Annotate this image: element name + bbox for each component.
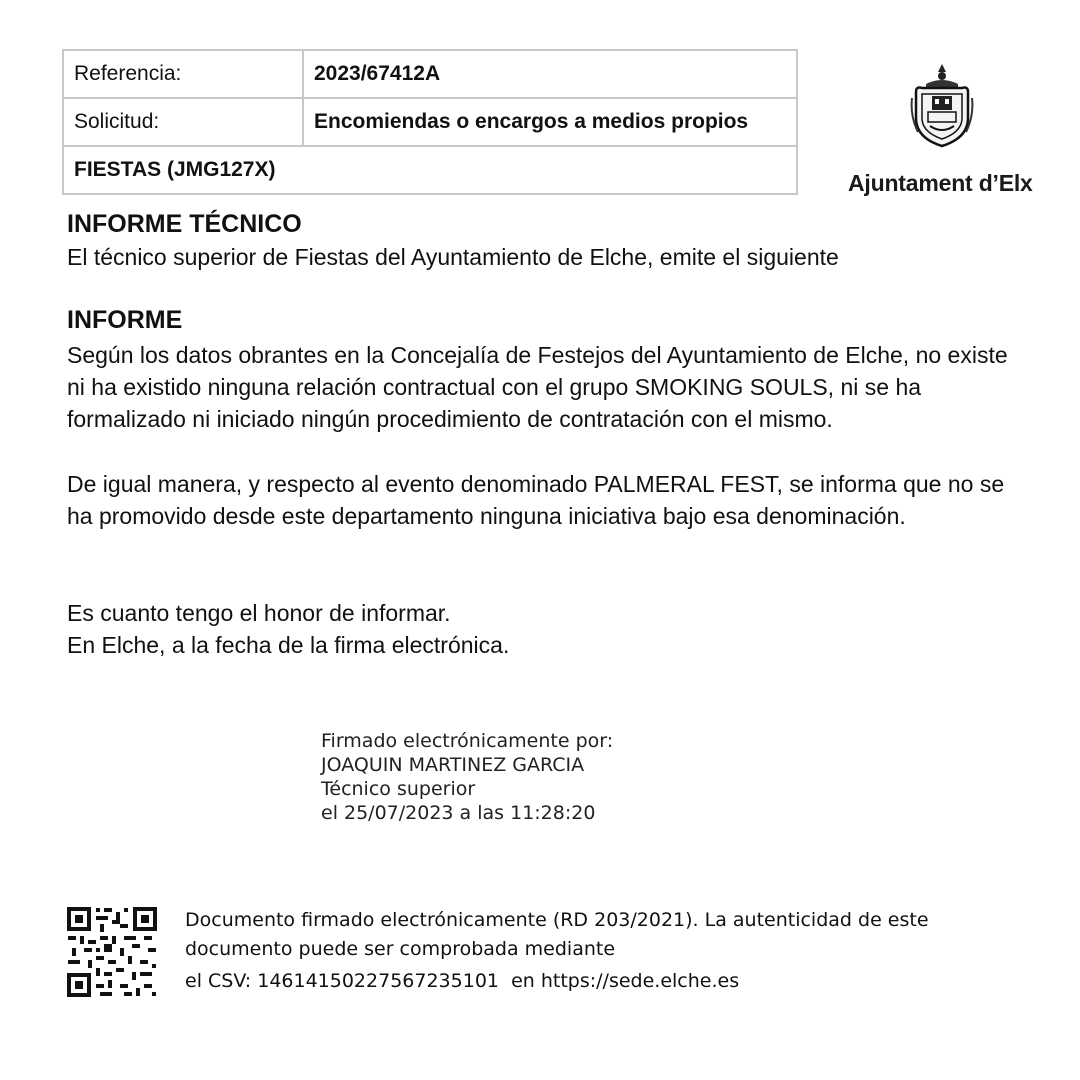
signature-date: el 25/07/2023 a las 11:28:20 [321,802,596,824]
verification-footer [185,906,985,996]
signature-caption: Firmado electrónicamente por: [321,730,614,752]
request-value: Encomiendas o encargos a medios propios [303,98,797,146]
request-label: Solicitud: [63,98,303,146]
reference-label: Referencia: [63,50,303,98]
report-title: INFORME TÉCNICO [67,210,302,238]
department-row [63,146,797,194]
organization-name: Ajuntament d’Elx [848,170,1033,196]
department-value: FIESTAS (JMG127X) [63,146,797,194]
signer-position: Técnico superior [321,778,476,800]
footer-line-1: Documento firmado electrónicamente (RD 203/2021). La autenticidad de este [185,909,929,931]
report-intro: El técnico superior de Fiestas del Ayuntamiento de Elche, emite el siguiente [67,244,839,270]
electronic-signature [321,729,613,825]
footer-line-2: documento puede ser comprobada mediante [185,938,616,960]
request-row [63,98,797,146]
reference-value: 2023/67412A [303,50,797,98]
report-paragraph-2: De igual manera, y respecto al evento denominado PALMERAL FEST, se informa que no se ha promovido desde este departamento ninguna iniciativa bajo esa denominación. [67,471,1005,529]
qr-code-icon [66,906,158,998]
section-title: INFORME [67,306,183,334]
signer-name: JOAQUIN MARTINEZ GARCIA [321,754,585,776]
city-coat-of-arms-icon [908,62,976,148]
footer-csv-line: el CSV: 14614150227567235101 en https://sede.elche.es [185,970,740,992]
report-paragraph-1: Según los datos obrantes en la Concejalía de Festejos del Ayuntamiento de Elche, no existe ni ha existido ninguna relación contractual con el grupo SMOKING SOULS, ni se ha formalizado ni iniciado ningún procedimiento de contratación con el mismo. [67,342,1008,432]
closing-line-1: Es cuanto tengo el honor de informar. [67,600,451,626]
closing-line-2: En Elche, a la fecha de la firma electrónica. [67,632,510,658]
reference-row [63,50,797,98]
reference-table [62,49,798,195]
